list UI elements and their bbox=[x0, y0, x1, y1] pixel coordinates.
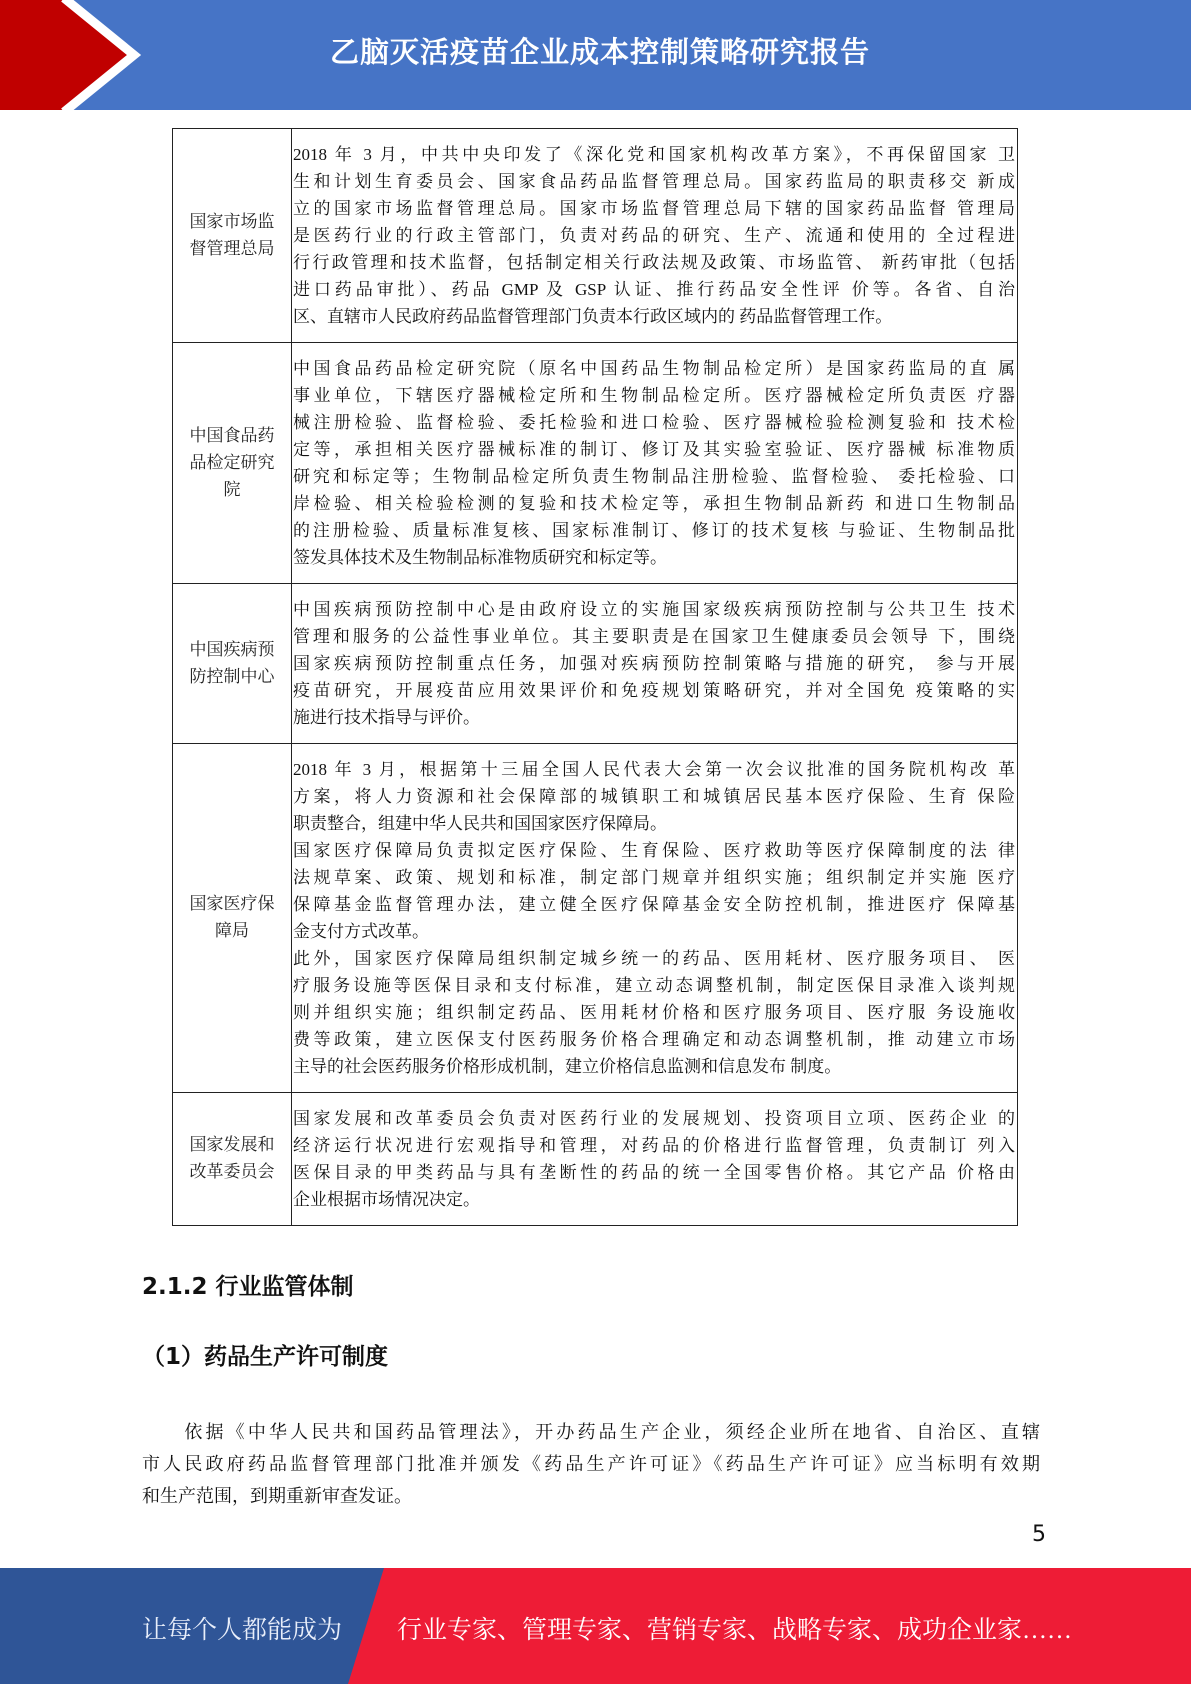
page-number: 5 bbox=[1032, 1522, 1046, 1547]
agency-name-cell bbox=[173, 584, 292, 744]
page-header bbox=[0, 0, 1191, 110]
description-line: 定等，承担相关医疗器械标准的制订、修订及其实验室验证、医疗器械 标准物质 bbox=[293, 440, 1015, 459]
red-chevron-icon bbox=[0, 0, 160, 110]
agency-name-line: 国家发展和 bbox=[189, 1135, 275, 1155]
agency-name-cell bbox=[173, 1093, 292, 1226]
table-row bbox=[173, 584, 1018, 744]
description-line: 立的国家市场监督管理总局。国家市场监督管理总局下辖的国家药品监督 管理局 bbox=[293, 199, 1015, 218]
description-line: 疫苗研究，开展疫苗应用效果评价和免疫规划策略研究，并对全国免 疫策略的实 bbox=[293, 681, 1015, 700]
description-line: 2018 年 3 月，根据第十三届全国人民代表大会第一次会议批准的国务院机构改 革 bbox=[293, 760, 1015, 779]
description-line: 费等政策，建立医保支付医药服务价格合理确定和动态调整机制，推 动建立市场 bbox=[293, 1030, 1015, 1049]
agency-name-cell bbox=[173, 343, 292, 584]
page-footer bbox=[0, 1568, 1191, 1684]
footer-slogan-right: 行业专家、管理专家、营销专家、战略专家、成功企业家…… bbox=[397, 1617, 1073, 1644]
table-row bbox=[173, 1093, 1018, 1226]
description-line: 施进行技术指导与评价。 bbox=[293, 708, 480, 727]
description-line: 企业根据市场情况决定。 bbox=[293, 1190, 480, 1209]
agency-name-line: 国家医疗保 bbox=[189, 894, 275, 914]
report-title: 乙脑灭活疫苗企业成本控制策略研究报告 bbox=[330, 35, 871, 69]
agency-description-cell bbox=[292, 584, 1018, 744]
paragraph-line: 和生产范围，到期重新审查发证。 bbox=[142, 1486, 412, 1506]
footer-slogan-left: 让每个人都能成为 bbox=[142, 1617, 343, 1644]
paragraph-line: 依据《中华人民共和国药品管理法》，开办药品生产企业，须经企业所在地省、自治区、直辖 bbox=[142, 1422, 1040, 1442]
agency-name-line: 改革委员会 bbox=[189, 1162, 275, 1182]
agency-name-line: 防控制中心 bbox=[189, 666, 275, 687]
description-line: 签发具体技术及生物制品标准物质研究和标定等。 bbox=[293, 548, 667, 567]
agency-name-line: 督管理总局 bbox=[189, 238, 275, 259]
agency-name-line: 国家市场监 bbox=[189, 211, 275, 232]
agency-description-cell bbox=[292, 343, 1018, 584]
description-line: 经济运行状况进行宏观指导和管理，对药品的价格进行监督管理，负责制订 列入 bbox=[293, 1136, 1015, 1155]
agency-name-line: 中国食品药 bbox=[189, 425, 275, 446]
description-line: 进口药品审批）、药品 GMP 及 GSP 认证、推行药品安全性评 价等。各省、自治 bbox=[293, 280, 1015, 299]
description-line: 金支付方式改革。 bbox=[293, 922, 429, 941]
description-line: 械注册检验、监督检验、委托检验和进口检验、医疗器械检验检测复验和 技术检 bbox=[293, 413, 1015, 432]
description-line: 岸检验、相关检验检测的复验和技术检定等，承担生物制品新药 和进口生物制品 bbox=[293, 494, 1015, 513]
description-line: 2018 年 3 月，中共中央印发了《深化党和国家机构改革方案》，不再保留国家 卫 bbox=[293, 145, 1015, 164]
description-line: 是医药行业的行政主管部门，负责对药品的研究、生产、流通和使用的 全过程进 bbox=[293, 226, 1015, 245]
agency-name-line: 院 bbox=[223, 479, 241, 500]
description-line: 此外，国家医疗保障局组织制定城乡统一的药品、医用耗材、医疗服务项目、 医 bbox=[293, 949, 1015, 968]
description-line: 区、直辖市人民政府药品监督管理部门负责本行政区域内的 药品监督管理工作。 bbox=[293, 307, 893, 326]
description-line: 中国疾病预防控制中心是由政府设立的实施国家级疾病预防控制与公共卫生 技术 bbox=[293, 600, 1015, 619]
agency-description-cell bbox=[292, 1093, 1018, 1226]
regulator-table bbox=[172, 128, 1018, 1226]
description-line: 国家医疗保障局负责拟定医疗保险、生育保险、医疗救助等医疗保障制度的法 律 bbox=[293, 841, 1015, 860]
description-line: 医保目录的甲类药品与具有垄断性的药品的统一全国零售价格。其它产品 价格由 bbox=[293, 1163, 1015, 1182]
description-line: 主导的社会医药服务价格形成机制，建立价格信息监测和信息发布 制度。 bbox=[293, 1057, 842, 1076]
description-line: 方案，将人力资源和社会保障部的城镇职工和城镇居民基本医疗保险、生育 保险 bbox=[293, 787, 1015, 806]
description-line: 职责整合，组建中华人民共和国国家医疗保障局。 bbox=[293, 814, 667, 833]
description-line: 国家疾病预防控制重点任务，加强对疾病预防控制策略与措施的研究， 参与开展 bbox=[293, 654, 1015, 673]
agency-name-line: 品检定研究 bbox=[189, 452, 275, 473]
description-line: 研究和标定等；生物制品检定所负责生物制品注册检验、监督检验、 委托检验、口 bbox=[293, 467, 1015, 486]
agency-name-cell bbox=[173, 744, 292, 1093]
description-line: 则并组织实施；组织制定药品、医用耗材价格和医疗服务项目、医疗服 务设施收 bbox=[293, 1003, 1015, 1022]
body-paragraph bbox=[142, 1416, 1040, 1512]
section-heading: 2.1.2 行业监管体制 bbox=[142, 1274, 354, 1300]
description-line: 行行政管理和技术监督，包括制定相关行政法规及政策、市场监管、 新药审批（包括 bbox=[293, 253, 1015, 272]
table-row bbox=[173, 129, 1018, 343]
table-row bbox=[173, 343, 1018, 584]
description-line: 法规草案、政策、规划和标准，制定部门规章并组织实施；组织制定并实施 医疗 bbox=[293, 868, 1015, 887]
agency-name-line: 中国疾病预 bbox=[189, 639, 275, 660]
agency-name-cell bbox=[173, 129, 292, 343]
description-line: 的注册检验、质量标准复核、国家标准制订、修订的技术复核 与验证、生物制品批 bbox=[293, 521, 1015, 540]
subsection-heading: （1）药品生产许可制度 bbox=[142, 1344, 389, 1370]
description-line: 事业单位，下辖医疗器械检定所和生物制品检定所。医疗器械检定所负责医 疗器 bbox=[293, 386, 1015, 405]
agency-name-line: 障局 bbox=[215, 921, 249, 941]
description-line: 国家发展和改革委员会负责对医药行业的发展规划、投资项目立项、医药企业 的 bbox=[293, 1109, 1015, 1128]
description-line: 生和计划生育委员会、国家食品药品监督管理总局。国家药监局的职责移交 新成 bbox=[293, 172, 1015, 191]
description-line: 保障基金监督管理办法，建立健全医疗保障基金安全防控机制，推进医疗 保障基 bbox=[293, 895, 1015, 914]
description-line: 中国食品药品检定研究院（原名中国药品生物制品检定所）是国家药监局的直 属 bbox=[293, 359, 1015, 378]
table-row bbox=[173, 744, 1018, 1093]
description-line: 疗服务设施等医保目录和支付标准，建立动态调整机制，制定医保目录准入谈判规 bbox=[293, 976, 1015, 995]
agency-description-cell bbox=[292, 129, 1018, 343]
agency-description-cell bbox=[292, 744, 1018, 1093]
description-line: 管理和服务的公益性事业单位。其主要职责是在国家卫生健康委员会领导 下，围绕 bbox=[293, 627, 1015, 646]
paragraph-line: 市人民政府药品监督管理部门批准并颁发《药品生产许可证》《药品生产许可证》应当标明有效期 bbox=[142, 1454, 1040, 1474]
